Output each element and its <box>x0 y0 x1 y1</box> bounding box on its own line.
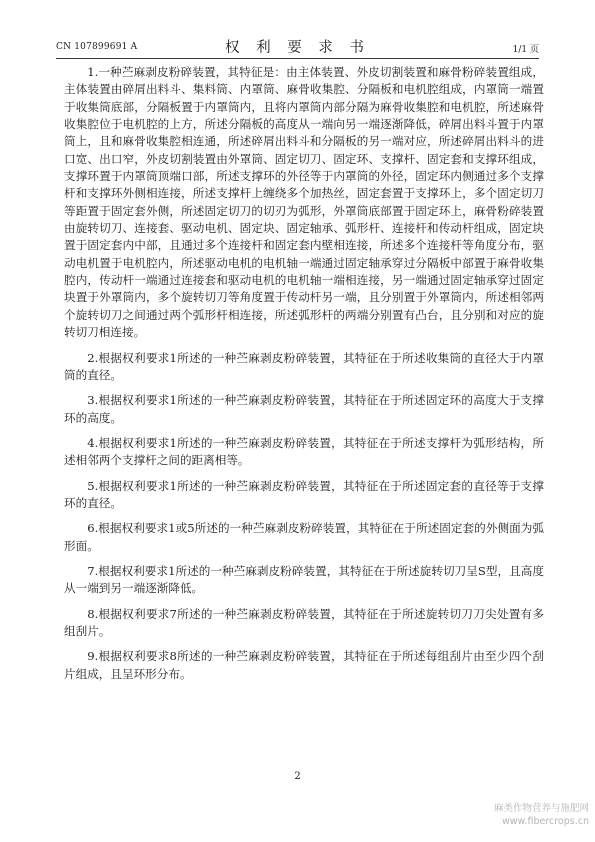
page-number: 2 <box>294 771 301 782</box>
claim-8: 8.根据权利要求7所述的一种苎麻剥皮粉碎装置，其特征在于所述旋转切刀刀尖处置有多组刮片。 <box>64 606 544 638</box>
claim-4: 4.根据权利要求1所述的一种苎麻剥皮粉碎装置，其特征在于所述支撑杆为弧形结构，所述相邻两个支撑杆之间的距离相等。 <box>64 435 544 468</box>
document-title: 权 利 要 求 书 <box>225 40 370 56</box>
watermark-name: 麻类作物营养与施肥网 <box>493 803 589 814</box>
claim-9: 9.根据权利要求8所述的一种苎麻剥皮粉碎装置，其特征在于所述每组刮片由至少四个刮片组成，且呈环形分布。 <box>64 649 544 681</box>
header-divider <box>56 58 539 59</box>
claims-list <box>64 64 544 691</box>
claim-3: 3.根据权利要求1所述的一种苎麻剥皮粉碎装置，其特征在于所述固定环的高度大于支撑环的高度。 <box>64 393 544 425</box>
claim-1: 1.一种苎麻剥皮粉碎装置，其特征是：由主体装置、外皮切割装置和麻骨粉碎装置组成，主体装置由碎屑出料斗、集料筒、内罩筒、麻骨收集腔、分隔板和电机腔组成，内罩筒一端置于收集筒底部，分隔板置于内罩筒内，且将内罩筒内部分隔为麻骨收集腔和电机腔，所述麻骨收集腔位于电机腔的上方，所述分隔板的高度从一端向另一端逐渐降低，碎屑出料斗置于内罩筒上，且和麻骨收集腔相连通，所述碎屑出料斗和分隔板的另一端对应，所述碎屑出料斗的进口宽、出口窄，外皮切割装置由外罩筒、固定切刀、固定环、支撑杆、固定套和支撑环组成，支撑环置于内罩筒顶端口部，所述支撑环的外径等于内罩筒的外径，固定环内侧通过多个支撑杆和支撑环外侧相连接，所述支撑杆上缠绕多个加热丝，固定套置于支撑环上，多个固定切刀等距置于固定套外侧，所述固定切刀的切刃为弧形，外罩筒底部置于固定环上，麻骨粉碎装置由旋转切刀、连接套、驱动电机、固定块、固定轴承、弧形杆、连接杆和传动杆组成，固定块置于固定套内中部，且通过多个连接杆和固定套内壁相连接，所述多个连接杆等角度分布，驱动电机置于电机腔内，所述驱动电机的电机轴一端通过固定轴承穿过分隔板中部置于麻骨收集腔内，传动杆一端通过连接套和驱动电机的电机轴一端相连接，另一端通过固定轴承穿过固定块置于外罩筒内，多个旋转切刀等角度置于传动杆另一端，且分别置于外罩筒内，所述相邻两个旋转切刀之间通过两个弧形杆相连接，所述弧形杆的两端分别置有凸台，且分别和对应的旋转切刀相连接。 <box>64 65 544 340</box>
page-count: 1/1 页 <box>512 45 539 55</box>
publication-number: CN 107899691 A <box>56 42 138 52</box>
claim-6: 6.根据权利要求1或5所述的一种苎麻剥皮粉碎装置，其特征在于所述固定套的外侧面为弧形面。 <box>64 521 544 553</box>
watermark-url: www.fibercrops.cn <box>502 816 589 827</box>
document-header <box>56 36 539 58</box>
claim-2: 2.根据权利要求1所述的一种苎麻剥皮粉碎装置，其特征在于所述收集筒的直径大于内罩筒的直径。 <box>64 350 544 382</box>
claim-5: 5.根据权利要求1所述的一种苎麻剥皮粉碎装置，其特征在于所述固定套的直径等于支撑环的直径。 <box>64 478 544 510</box>
claim-7: 7.根据权利要求1所述的一种苎麻剥皮粉碎装置，其特征在于所述旋转切刀呈S型，且高度从一端到另一端逐渐降低。 <box>64 563 544 596</box>
watermark <box>494 802 589 828</box>
